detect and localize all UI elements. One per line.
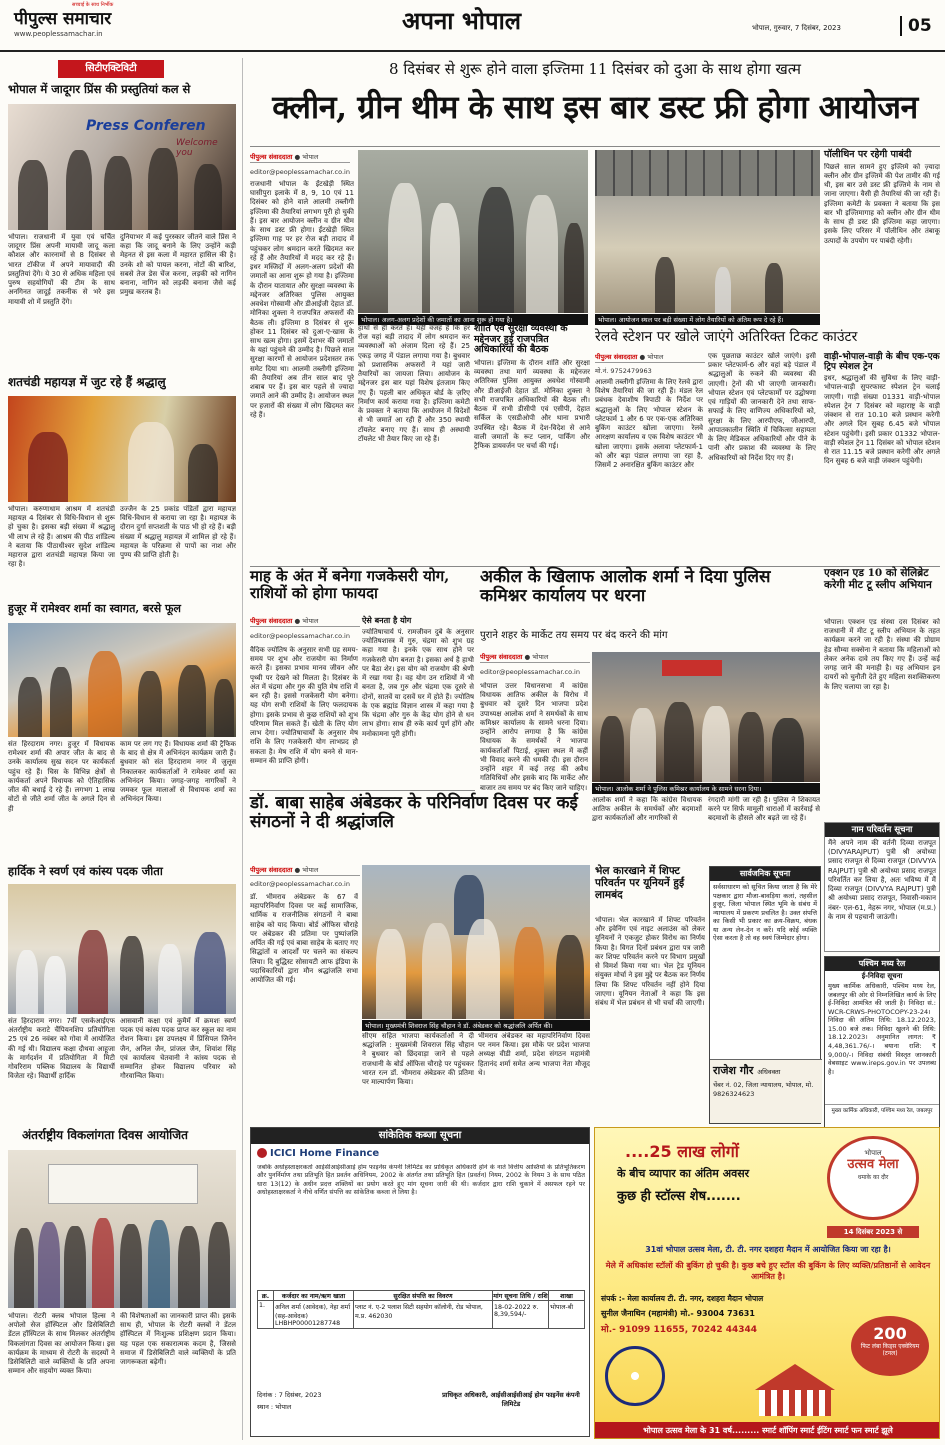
dateline: भोपाल, गुरुवार, 7 दिसंबर, 2023	[752, 24, 841, 32]
railway-byline-name: पीपुल्स संवाददाता	[595, 353, 638, 361]
gajkesari-byline: पीपुल्स संवाददाता ● भोपाल	[250, 616, 360, 627]
possession-notice	[250, 1127, 590, 1437]
polythene-headline: पॉलीथिन पर रहेगी पाबंदी	[824, 149, 912, 160]
table-cell: भोपाल-बी	[549, 1301, 585, 1329]
magician-photo	[8, 104, 236, 230]
mela-line1: ....25 लाख लोगों	[625, 1142, 739, 1161]
story-rameshwar-col2: काम पर लग गए हैं। विधायक शर्मा की ट्रैफिक के बाद से क्षेत्र में अभिनंदन कार्यक्रम जारी हैं। बुधवार को संत हिरदाराम नगर में जुलूस निकालकर कार्यकर्ताओं ने रामेश्वर शर्मा का अभिनंदन किया। जगह-जगह नागरिकों ने जमकर फूल मालाओं से विधायक शर्मा का अभिनंदन किया।	[120, 740, 236, 804]
table-cell: 18-02-2022 रु. 8,39,594/-	[493, 1301, 549, 1329]
karate-photo	[8, 884, 236, 1014]
ijtema-email[interactable]: editor@peoplessamachar.co.in	[250, 168, 350, 176]
gajkesari-col1: वैदिक ज्योतिष के अनुसार सभी ग्रह समय-समय पर शुभ और राजयोग का निर्माण करते हैं। इसका प्रभाव मानव जीवन और पृथ्वी पर देखने को मिलता है। दिसंबर के अंत में चंद्रमा और गुरु की युति मेष राशि में बन रही है। इससे गजकेसरी योग बनेगा। यह योग सभी राशियों के लिए फलदायक होगा। इसके प्रभाव से कुछ राशियों को शुभ परिणाम मिल सकते हैं। खेती के लिए योग लाभ देगा। ज्योतिषाचार्यों के अनुसार मेष राशि के लिए गजकेसरी योग लाभप्रद हो सकता है। मेष राशि में योग बनने से मान-सम्मान की प्राप्ति होगी।	[250, 646, 358, 765]
story-disability-headline: अंतर्राष्ट्रीय विकलांगता दिवस आयोजित	[22, 1128, 189, 1142]
akeel-photo-caption: भोपाल। आलोक शर्मा ने पुलिस कमिश्नर कार्यालय के सामने धरना दिया।	[592, 783, 820, 794]
name-change-notice	[824, 822, 940, 952]
ijtema-kicker: 8 दिसंबर से शुरू होने वाला इज्तिमा 11 दिसंबर को दुआ के साथ होगा खत्म	[389, 60, 801, 78]
ambedkar-col1: डॉ. भीमराव अंबेडकर के 67 वें महापरिनिर्वाण दिवस पर कई सामाजिक, धार्मिक व राजनीतिक संगठनों ने बाबा साहेब को याद किया। बोर्ड ऑफिस चौराहे पर अंबेडकर की प्रतिमा पर पुष्पांजलि अर्पित की गई एवं बाबा साहेब के बताए गए सिद्धांतों व आदर्शों पर चलने का संकल्प लिया। दि बुद्धिस्ट सोसायटी आफ इंडिया के पदाधिकारियों द्वारा मौन श्रद्धांजलि सभा आयोजित की गई।	[250, 893, 358, 985]
mela-logo-sub: धमाके का दौर	[857, 1173, 889, 1181]
bhel-headline: भेल कारखाने में शिफ्ट परिवर्तन पर यूनियनें हुईं लामबंद	[595, 865, 685, 901]
polythene-box	[824, 150, 940, 320]
mela-line5: मेले में अधिकांश स्टॉलों की बुकिंग हो चुकी है। कुछ बचे हुए स्टॉल की बुकिंग के लिए व्यक्ति/प्रतिष्ठानों से आवेदन आमंत्रित है।	[605, 1261, 931, 1282]
brand-tagline: सच्चाई के साथ निर्भीक	[72, 2, 114, 8]
story-yagya-headline: शतचंडी महायज्ञ में जुट रहे हैं श्रद्धालु	[8, 375, 166, 389]
ambedkar-col3: भीमराव अंबेडकर का महापरिनिर्वाण दिवस पर नमन किया। इस मौके पर प्रदेश भाजपा अध्यक्ष वीडी शर्मा, प्रदेश संगठन महामंत्री हितानंद शर्मा समेत अन्य भाजपा नेता मौजूद थे।	[478, 1032, 590, 1077]
public-notice-text: सर्वसाधारण को सूचित किया जाता है कि मेरे पक्षकार द्वारा मौजा-बावड़िया कलां, तहसील हुजूर, जिला भोपाल स्थित भूमि के संबंध में न्यायालय में प्रकरण प्रचलित है। उक्त संपत्ति का किसी भी प्रकार का क्रय-विक्रय, बंधक या अन्य लेन-देन न करें। यदि कोई व्यक्ति ऐसा करता है तो वह स्वयं जिम्मेदार होगा।	[713, 883, 817, 943]
possession-sign-date: दिनांक : 7 दिसंबर, 2023	[257, 1391, 322, 1399]
akeel-col1: भोपाल उत्तर विधानसभा में कांग्रेस विधायक आतिफ अकील के विरोध में बुधवार को दूसरे दिन भाजपा प्रदेश उपाध्यक्ष आलोक शर्मा ने समर्थकों के साथ कमिश्नर कार्यालय के सामने धरना दिया। उन्होंने आरोप लगाया है कि कांग्रेस विधायक के समर्थकों ने भाजपा कार्यकर्ताओं पिटाई, शुक्ला स्थल में कहीं भी विवाद करने की धमकी दी। इस दौरान उन्होंने शहर में कई तरह की अवैध गतिविधियों और इसके बाद कि मार्केट और बाजार तय समय पर बंद किए जाने चाहिए।	[480, 682, 588, 792]
story-yagya-col2: उज्जैन के 25 प्रकांड पंडितों द्वारा महायज्ञ विधि-विधान से कराया जा रहा है। महायज्ञ के दौरान दुर्गा सप्तशती के पाठ भी हो रहे हैं। बड़ी संख्या में श्रद्धालु महायज्ञ में शामिल हो रहे हैं। महायज्ञ के परिक्रमा से पापों का नाश और पुण्य की प्राप्ति होती है।	[120, 505, 236, 560]
possession-table	[257, 1290, 585, 1329]
ijtema-jamat-photo	[358, 150, 588, 313]
ambedkar-byline: पीपुल्स संवाददाता ● भोपाल	[250, 865, 360, 876]
railway-byline: पीपुल्स संवाददाता ● भोपाल	[595, 352, 705, 363]
site-url[interactable]: www.peoplessamachar.in	[14, 30, 103, 38]
mela-contact3[interactable]: मो.- 91099 11655, 70242 44344	[601, 1325, 758, 1335]
disability-day-photo	[8, 1150, 236, 1308]
akeel-byline: पीपुल्स संवाददाता ● भोपाल	[480, 652, 590, 663]
carousel-icon	[755, 1364, 835, 1390]
press-conference-banner: Press Conferen	[86, 118, 206, 134]
ijtema-meeting-text: भोपाल। इज्तिमा के दौरान शांति और सुरक्षा व्यवस्था तथा मार्ग व्यवस्था के मद्देनजर अतिरिक्त पुलिस आयुक्त अवधेश गोस्वामी और डीआईजी देहात डॉ. मोनिका शुक्ला ने सभी राजपत्रित अधिकारियों की बैठक ली। बैठक में सभी डीसीपी एवं एसीपी, देहात सर्किल के एसडीओपी और थाना प्रभारी उपस्थित रहे। बैठक में देश-विदेश से आने वाली जमातों के रूट प्लान, पार्किंग और ट्रैफिक डायवर्जन पर चर्चा की गई।	[474, 358, 590, 450]
story-disability-col1: भोपाल। रोटरी क्लब भोपाल हिल्स ने अपोलो सेज हॉस्पिटल और डिसेबिलिटी डेंटल हॉस्पिटल के साथ मिलकर अंतर्राष्ट्रीय विकलांगता दिवस का आयोजन किया। इस कार्यक्रम के माध्यम से रोटरी के सदस्यों ने डिसेबिलिटी वाले व्यक्तियों के प्रति अपना सम्मान और सहयोग व्यक्त किया।	[8, 1312, 115, 1376]
page-number: 05	[900, 16, 932, 36]
possession-notice-text: जबकि अधोहस्ताक्षरकर्ता आईसीआईसीआई होम फाइनेंस कंपनी लिमिटेड का प्राधिकृत अधिकारी होने के नाते वित्तीय आस्तियों के प्रतिभूतिकरण और पुनर्निर्माण तथा प्रतिभूति हित प्रवर्तन अधिनियम, 2002 के अंतर्गत तथा प्रतिभूति हित (प्रवर्तन) नियम, 2002 के नियम 3 के साथ पठित धारा 13(12) के अधीन प्रदत्त शक्तियों का प्रयोग करते हुए मांग सूचना जारी की थी। कर्जदार द्वारा राशि चुकाने में असफल रहने पर अधोहस्ताक्षरकर्ता ने नीचे वर्णित संपत्ति का सांकेतिक कब्जा ले लिया है।	[257, 1164, 585, 1196]
railway-tender-notice	[824, 956, 940, 1128]
ambedkar-headline: डॉ. बाबा साहेब अंबेडकर के परिनिर्वाण दिवस पर कई संगठनों ने दी श्रद्धांजलि	[250, 793, 578, 833]
welcome-text: Welcome you	[176, 138, 218, 158]
masthead	[0, 0, 945, 52]
gajkesari-email[interactable]: editor@peoplessamachar.co.in	[250, 632, 350, 640]
ferris-wheel-icon	[605, 1346, 665, 1406]
table-header-cell: सुरक्षित संपत्ति का विवरण	[354, 1291, 493, 1301]
possession-notice-title: सांकेतिक कब्जा सूचना	[251, 1128, 589, 1144]
city-activity-label: सिटीएक्टिविटी	[58, 60, 164, 78]
badge-text: फिट लंबा किड्स एक्वेरियम (टनल)	[860, 1343, 920, 1358]
ijtema-headline: क्लीन, ग्रीन थीम के साथ इस बार डस्ट फ्री होगा आयोजन	[272, 88, 918, 126]
story-rameshwar-headline: हुजूर में रामेश्वर शर्मा का स्वागत, बरसे फूल	[8, 602, 181, 615]
public-notice	[709, 866, 821, 1124]
gajkesari-headline: माह के अंत में बनेगा गजकेसरी योग, राशियों को होगा फायदा	[250, 567, 450, 602]
story-rameshwar-col1: संत हिरदाराम नगर। हुजूर में विधायक रामेश्वर शर्मा की अपार जीत के बाद से उनके कार्यालय सुख सदन पर कार्यकर्ता पहुंच रहे हैं। चिस के विभिन्न क्षेत्रों से कार्यकर्ता अपने विधायक को ऐतिहासिक जीत की बधाई दे रहे हैं। लगभग 1 लाख वोटों से जीते शर्मा जीत के अगले दिन से ही	[8, 740, 115, 813]
tender-text: मुख्य कार्मिक अधिकारी, पश्चिम मध्य रेल, जबलपुर की ओर से निम्नलिखित कार्य के लिए ई-निविदा आमंत्रित की जाती है। निविदा सं.: WCR-CRWS-PHOTOCOPY-23-24। निविदा की अंतिम तिथि: 18.12.2023, 15.00 बजे तक। निविदा खुलने की तिथि: 18.12.2023। अनुमानित लागत: ₹ 4,48,361.76/-। बयाना राशि: ₹ 9,000/-। निविदा संबंधी विस्तृत जानकारी वेबसाइट www.ireps.gov.in पर उपलब्ध है।	[828, 982, 936, 1076]
mela-date: 14 दिसंबर 2023 से	[827, 1226, 919, 1238]
tender-footer: मुख्य कार्मिक अधिकारी, पश्चिम मध्य रेल, जबलपुर	[825, 1104, 939, 1115]
mela-contact1: संपर्क :- मेला कार्यालय टी. टी. नगर, दशहरा मैदान भोपाल	[601, 1294, 764, 1303]
story-magician-headline: भोपाल में जादूगर प्रिंस की प्रस्तुतियां कल से	[8, 82, 191, 96]
special-train-box	[824, 352, 940, 564]
story-yagya-col1: भोपाल। करुणाधाम आश्रम में शतचंडी महायज्ञ 4 दिसंबर से विधि-विधान से शुरू हो चुका है। इसका बड़ी संख्या में श्रद्धालु भी लाभ ले रहे हैं। आश्रम की पीठ शांडिल्य ने बताया कि पीठाधीश्वर सुदेश शांडिल्य महाराज द्वारा शतचंडी महायज्ञ किया जा रहा है।	[8, 505, 115, 569]
railway-mobile: मो.नं. 9752479963	[595, 367, 652, 375]
akeel-headline: अकील के खिलाफ आलोक शर्मा ने दिया पुलिस कमिश्नर कार्यालय पर धरना	[480, 567, 771, 607]
advocate-name-text: राजेश गौर	[713, 1064, 754, 1077]
mela-line2: के बीच व्यापार का अंतिम अवसर	[617, 1167, 750, 1180]
akeel-col2: आलोक शर्मा ने कहा कि कांग्रेस विधायक आतिफ अकील के समर्थकों और बदमाशों द्वारा कार्यकर्ताओं और नागरिकों से	[592, 796, 702, 823]
mela-logo	[827, 1136, 919, 1220]
gajkesari-byline-name: पीपुल्स संवाददाता	[250, 617, 293, 625]
advocate-name	[713, 1063, 819, 1078]
name-change-text: मैंने अपने नाम की वर्तनी दिव्या राजपूत (DIVYARAJPUT) पुत्री श्री अयोध्या प्रसाद राजपूत से दिव्या राजपूत (DIVVYA RAJPUT) पुत्री श्री अयोध्या प्रसाद राजपूत परिवर्तित कर लिया है, अतः भविष्य में मैं दिव्या राजपूत (DIVVYA RAJPUT) पुत्री श्री अयोध्या प्रसाद राजपूत, निवासी-मकान नंबर- एल-61, नेहरू नगर, भोपाल (म.प्र.) के नाम से पहचानी जाऊंगी।	[828, 839, 936, 921]
rameshwar-photo	[8, 623, 236, 737]
ijtema-col2: हाथों से ही करते हैं। यही वजह है कि हर रोज यहां बड़ी तादाद में लोग श्रमदान कर व्यवस्थाओं को अंजाम दिला रहे हैं। 25 एकड़ जगह में पंडाल लगाया गया है। बुधवार को प्रशासनिक अफसरों ने यहां जारी तैयारियों का जायजा लिया। आयोजन के मद्देनजर इस बार यहां विशेष इंतजाम किए गए हैं। पहली बार अधिकृत बोर्ड के ज़रिए निर्माण कार्य कराया गया है। इज्तिमा कमेटी के प्रवक्ता ने बताया कि आयोजन में विदेशों से भी जमातें आ रही हैं और 350 स्थायी टॉयलेट बनाए गए हैं। साथ ही अस्थायी टॉयलेट भी तैयार किए जा रहे हैं।	[358, 324, 470, 443]
akeel-deck: पुराने शहर के मार्केट तय समय पर बंद करने की मांग	[480, 630, 668, 641]
ambedkar-cm-photo	[362, 865, 590, 1019]
special-train-text: इधर, श्रद्धालुओं की सुविधा के लिए वाड़ी-भोपाल-वाड़ी सुपरफास्ट स्पेशल ट्रेन चलाई जाएगी। गाड़ी संख्या 01331 वाड़ी-भोपाल स्पेशल ट्रेन 7 दिसंबर को महाराष्ट्र के वाड़ी जंक्शन से रात 10.10 बजे प्रस्थान करेगी और अगले दिन सुबह 6.45 बजे भोपाल स्टेशन पहुंचेगी। इसी प्रकार 01332 भोपाल-वाड़ी स्पेशल ट्रेन 11 दिसंबर को भोपाल स्टेशन से रात 11.15 बजे प्रस्थान करेगी और अगले दिन सुबह 6 बजे वाड़ी जंक्शन पहुंचेगी।	[824, 374, 940, 466]
tender-title: पश्चिम मध्य रेल	[825, 957, 939, 971]
mela-logo-top: भोपाल	[864, 1149, 882, 1157]
possession-table-header	[258, 1291, 585, 1301]
akeel-email[interactable]: editor@peoplessamachar.co.in	[480, 668, 580, 676]
table-cell: अनिल शर्मा (आवेदक), नेहा शर्मा (सह-आवेदक) LHBHP00001287748	[274, 1301, 354, 1329]
story-karate-col1: संत हिरदाराम नगर। 7वीं एसकेआईएफ अंतर्राष्ट्रीय कराटे चैंपियनशिप प्रतियोगिता 25 एवं 26 नवंबर को गोवा में आयोजित की गई थी। विद्यालय कक्षा दौथवा आहूजा के मार्गदर्शन में प्रतियोगिता में मिटी गोवरिराम पब्लिक विद्यालय के विद्यार्थी विजेता रहे। विद्यार्थी हार्दिक	[8, 1017, 115, 1081]
ijtema-photo2-caption: भोपाल। आयोजन स्थल पर बड़ी संख्या में लोग तैयारियों को अंतिम रूप दे रहे हैं।	[595, 314, 820, 325]
possession-sign-place: स्थान : भोपाल	[257, 1403, 292, 1411]
table-cell: प्लाट नं. ए-2 पलाश सिटी सहयोग कॉलोनी, रोड भोपाल, म.प्र. 462030	[354, 1301, 493, 1329]
story-magician-col1: भोपाल। राजधानी में युवा एवं चर्चित जादूगर प्रिंस अपनी मायावी जादू कला कौशल और कारनामों से 8 दिसंबर से भारत टॉकीज में अपने मायावादी की प्रस्तुतियां देंगे। ये 30 से अधिक महिला एवं पुरुष सहयोगियों की टीम के साथ अनगिनत जादूई तकनीक से भरे इस मायावी शो में प्रस्तुति देंगे।	[8, 233, 115, 306]
mela-line4: 31वां भोपाल उत्सव मेला, टी. टी. नगर दशहरा मैदान में आयोजित किया जा रहा है।	[645, 1245, 891, 1254]
ijtema-byline-place: भोपाल	[302, 153, 319, 161]
icici-logo-icon	[257, 1148, 267, 1158]
name-change-title: नाम परिवर्तन सूचना	[825, 823, 939, 837]
section-title: अपना भोपाल	[402, 6, 522, 35]
story-magician-col2: दुनियाभर में कई पुरस्कार जीतने वाले प्रिंस ने कहा कि जादू बनाने के लिए उन्होंने कड़ी मेहनत से इस कला में महारत हासिल की है। उनके शो को पायल करना, नोटों की बारिश, सबसे तेज डेस चेंज करना, लड़की को नागिन बनाना, नागिन को लड़की बनाना जैसे कई प्रमुख करतब हैं।	[120, 233, 236, 297]
table-header-cell: शाखा	[549, 1291, 585, 1301]
story-karate-col2: आसवानी कक्षा एवं कुमैमें में क्रमशः स्वर्ण पदक एवं कांस्य पदक प्राप्त कर स्कूल का नाम रोशन किया। इस उपलक्ष्य में प्रिंसिपल जिनेन जैन, अनिल जैन, प्रांजल जैन, शिवांश सिंह एवं कार्यालय चेतवानी ने कांस्य पदक से सम्मानित होकर विद्यालय परिवार को गौरवान्वित किया।	[120, 1017, 236, 1081]
tender-subtitle: ई-निविदा सूचना	[861, 972, 903, 980]
ijtema-col1: राजधानी भोपाल के ईंटखेड़ी स्थित घासीपुरा इलाके में 8, 9, 10 एवं 11 दिसंबर को होने वाले आलमी तब्लीगी इज्तिमा की तैयारियां लगभग पूरी हो चुकी हैं। इस बार आयोजन क्लीन व ग्रीन थीम के साथ डस्ट फ्री होगा। ईंटखेड़ी स्थित इज्तिमा गाह पर हर रोज बड़ी तादाद में पहुंचकर लोग श्रमदान करते खिदमत कर रहे हैं और तैयारियों में मदद कर रहे हैं। इधर मस्जिदों में अलग-अलग प्रदेशों की जमातों का आना शुरू हो गया है। इज्तिमा के दौरान यातायात और सुरक्षा व्यवस्था के मद्देनजर अतिरिक्त पुलिस आयुक्त अवधेश गोस्वामी और डीआईजी देहात डॉ. मोनिका शुक्ला ने राजपत्रित अफसरों की बैठक ली। इज्तिमा 8 दिसंबर से शुरू होकर 11 दिसंबर को दुआ-ए-खास के साथ खत्म होगा। इसमें देशभर की जमातों के यहां पहुंचने की उम्मीद है। पिछले साल सुरक्षा कारणों से आयोजन प्रदेशस्तर तक समेट दिया था। आलमी तब्लीगी इज्तिमा की तैयारियां अब तीन साल बाद पूरे शबाब पर हैं। इस बार पहले से ज्यादा जमातें आने की उम्मीद है। आयोजन स्थल पर हजारों की संख्या में लोग खिदमत कर रहे हैं।	[250, 180, 354, 419]
railway-col1: आलमी तब्लीगी इज्तिमा के लिए रेलवे द्वारा विशेष तैयारियां की जा रही हैं। मंडल रेल प्रबंधक देवाशीष त्रिपाठी के निर्देश पर श्रद्धालुओं के लिए भोपाल स्टेशन के प्लेटफार्म 1 और 6 पर एक-एक अतिरिक्त बुकिंग काउंटर खोला जाएगा। रेलवे आरक्षण कार्यालय व एक विशेष काउंटर भी खोला जाएगा। इसके अलावा प्लेटफार्म-1 को और बड़ा पंडाल लगाया जा रहा है, जिसमें 2 अनारक्षित बुकिंग काउंटर और	[595, 378, 703, 470]
gajkesari-byline-place: भोपाल	[302, 617, 319, 625]
railway-headline: रेलवे स्टेशन पर खोले जाएंगे अतिरिक्त टिकट काउंटर	[595, 329, 858, 345]
ijtema-meeting-headline: शांति एवं सुरक्षा व्यवस्था के मद्देनजर हुई राजपत्रित अधिकारियों की बैठक	[474, 323, 568, 356]
brand-logo	[14, 2, 194, 29]
utsav-mela-ad[interactable]	[594, 1127, 940, 1439]
railway-byline-place: भोपाल	[647, 353, 664, 361]
mela-contact2[interactable]: सुनील जैनाथिन (महामंत्री) मो.- 93004 73631	[601, 1309, 755, 1318]
ijtema-meeting-box	[474, 324, 590, 544]
action-aid-text: भोपाल। एक्शन एड संस्था दस दिसंबर को राजधानी में मीट टू स्लीप अभियान के तहत कार्यक्रम करने जा रही है। संस्था की प्रोग्राम हेड सौम्या सक्सेना ने बताया कि महिलाओं को लेकर अनेक दावे तय किए गए हैं। उन्हें कई जगह जाने की मनाही है। यह अभियान इन दायरों को चुनौती देते हुए महिला सशक्तिकरण के लिए चलाया जा रहा है।	[824, 618, 940, 691]
gajkesari-subhead: ऐसे बनता है योग	[362, 615, 412, 625]
story-karate-headline: हार्दिक ने स्वर्ण एवं कांस्य पदक जीता	[8, 864, 163, 878]
badge-number: 200	[873, 1324, 907, 1343]
ijtema-venue-photo	[595, 150, 820, 313]
mela-line3: कुछ ही स्टॉल्स शेष.......	[617, 1189, 741, 1204]
akeel-col3: रंगदारी मांगी जा रही है। पुलिस ने शिकायत करने पर सिर्फ मामूली धाराओं में कार्रवाई से बदमाशों के हौसले और बढ़ते जा रहे हैं।	[708, 796, 820, 823]
possession-signatory: प्राधिकृत अधिकारी, आईसीआईसीआई होम फाइनेंस कंपनी लिमिटेड	[442, 1391, 580, 1408]
ijtema-photo1-caption: भोपाल। अलग-अलग प्रदेशों की जमातों का आना शुरू हो गया है।	[358, 314, 588, 325]
polythene-text: पिछले साल सामने हुए इज्तिमे को ज़्यादा क्लीन और ग्रीन इज्तिमे की पेश तामीर की गई थी, इस बार उसे डस्ट फ्री इज्तिमे के नाम से जाना जाएगा। वैसी ही तैयारियां की जा रही हैं। इज्तिमा कमेटी के प्रवक्ता ने बताया कि इस बार भी इज्तिमागाह को क्लीन और ग्रीन थीम के साथ ही डस्ट फ्री इज्तिमा कहा जाएगा। इसके लिए परिसर में पॉलीथिन और तंबाकू उत्पादों के उपयोग पर पाबंदी रहेगी।	[824, 162, 940, 245]
ijtema-byline-name: पीपुल्स संवाददाता	[250, 153, 293, 161]
icici-logo-text: ICICI Home Finance	[270, 1148, 380, 1159]
icici-logo	[257, 1148, 379, 1159]
action-aid-headline: एक्शन एड 10 को सेलिब्रेट करेगी मीट टू स्लीप अभियान	[824, 567, 932, 591]
yagya-photo	[8, 396, 236, 502]
ambedkar-byline-place: भोपाल	[302, 866, 319, 874]
public-notice-title: सार्वजनिक सूचना	[710, 867, 820, 881]
ambedkar-photo-caption: भोपाल। मुख्यमंत्री शिवराज सिंह चौहान ने डॉ. अंबेडकर को श्रद्धांजलि अर्पित की।	[362, 1020, 590, 1031]
table-header-cell: क्र.	[258, 1291, 274, 1301]
mela-footer: भोपाल उत्सव मेला के 31 वर्ष......... स्मार्ट शॉपिंग स्मार्ट ईटिंग स्मार्ट फन स्मार्ट झूले	[595, 1422, 940, 1439]
table-header-cell: मांग सूचना तिथि / राशि	[493, 1291, 549, 1301]
ambedkar-email[interactable]: editor@peoplessamachar.co.in	[250, 880, 350, 888]
story-disability-col2: की विशेषताओं का जानकारी प्राप्त की। इसके साथ ही, भोपाल के रोटरी क्लबों ने डेंटल हॉस्पिटल में निःशुल्क प्रशिक्षण प्रदान किया। यह पहल एक सकारात्मक कदम है, जिससे समाज में डिसेबिलिटी वाले व्यक्तियों के प्रति जागरूकता बढ़ेगी।	[120, 1312, 236, 1367]
railway-col2: एक पूछताछ काउंटर खोले जाएंगे। इसी प्रकार प्लेटफार्म-6 और वहां बड़े पंडाल में श्रद्धालुओं के रुकने की व्यवस्था की जाएगी। ट्रेनों की भी जाएगी जानकारी। भोपाल स्टेशन एवं प्लेटफार्मों पर उद्घोषणा एवं गाड़ियों की जानकारी देने तथा साफ-सफाई के लिए वाणिज्य अधिकारियों को, सुरक्षा के लिए आरपीएफ, जीआरपी, आपातकालीन स्थिति में चिकित्सा सहायता के लिए मेडिकल अधिकारियों और पीने के पानी और प्रकाश की व्यवस्था के लिए अधिकारियों को निर्देश दिए गए हैं।	[708, 352, 816, 462]
bhel-text: भोपाल। भेल कारखाने में शिफ्ट परिवर्तन और इवेनिंग एवं नाइट अलाउंस को लेकर यूनियनों ने एकजुट होकर विरोध का निर्णय किया है। विगत दिनों प्रबंधन द्वारा पत्र जारी कर शिफ्ट परिवर्तन करने पर विभाग प्रमुखों से विमर्श किया गया था। भेल ट्रेड यूनियन संयुक्त मोर्चा ने इस मुद्दे पर बैठक कर निर्णय लिया कि शिफ्ट परिवर्तन नहीं होने दिया जाएगा। यूनियन नेताओं ने कहा कि इस संबंध में भेल प्रबंधन से भी चर्चा की जाएगी।	[595, 916, 705, 1008]
advocate-address: चेंबर नं. 02, जिला न्यायालय, भोपाल, मो. 9826324623	[713, 1081, 814, 1098]
gajkesari-col2: ज्योतिषाचार्य पं. रामजीवन दुबे के अनुसार ज्योतिषशास्त्र में गुरु, चंद्रमा को शुभ ग्रह कहा गया है। इनके एक साथ होने पर गजकेसरी योग बनता है। इसका अर्थ है हाथी पर बैठा शेर। इस योग को राजयोग की श्रेणी में रखा गया है। वह योग उन राशियों में भी बनता है, जब गुरु और चंद्रमा एक दूसरे से दोनों, सातवें या दसवें घर में होते हैं। ज्योतिष के एक ब्रह्मांड विज्ञान शास्त्र में कहा गया है कि चंद्रमा और गुरु के केंद्र योग होने से धन लाभ होगा। साथ ही रुके कार्य पूर्ण होंगे और मनोकामना पूरी होंगी।	[362, 628, 474, 738]
table-row	[258, 1301, 585, 1329]
akeel-protest-photo	[592, 652, 820, 782]
special-train-headline: वाड़ी-भोपाल-वाड़ी के बीच एक-एक ट्रिप स्पेशल ट्रेन	[824, 352, 940, 373]
akeel-byline-name: पीपुल्स संवाददाता	[480, 653, 523, 661]
mela-logo-name: उत्सव मेला	[847, 1157, 899, 1172]
table-header-cell: कर्जदार का नाम/ऋण खाता	[274, 1291, 354, 1301]
mela-fair-illustration	[595, 1342, 940, 1422]
ambedkar-col2: सीएम सहित भाजपा कार्यकर्ताओं ने दी श्रद्धांजलि : मुख्यमंत्री शिवराज सिंह चौहान ने बुधवार को छिंदवाड़ा जाने से पहले राजधानी के बोर्ड ऑफिस चौराहे पर पहुंचकर भारत रत्न डॉ. भीमराव अंबेडकर की प्रतिमा पर माल्यार्पण किया।	[362, 1032, 474, 1087]
table-cell: 1.	[258, 1301, 274, 1329]
ambedkar-byline-name: पीपुल्स संवाददाता	[250, 866, 293, 874]
brand-name: पीपुल्स समाचार	[14, 9, 112, 29]
akeel-byline-place: भोपाल	[532, 653, 549, 661]
advocate-title: अधिवक्ता	[757, 1068, 781, 1076]
ijtema-byline: पीपुल्स संवाददाता ● भोपाल	[250, 152, 350, 163]
